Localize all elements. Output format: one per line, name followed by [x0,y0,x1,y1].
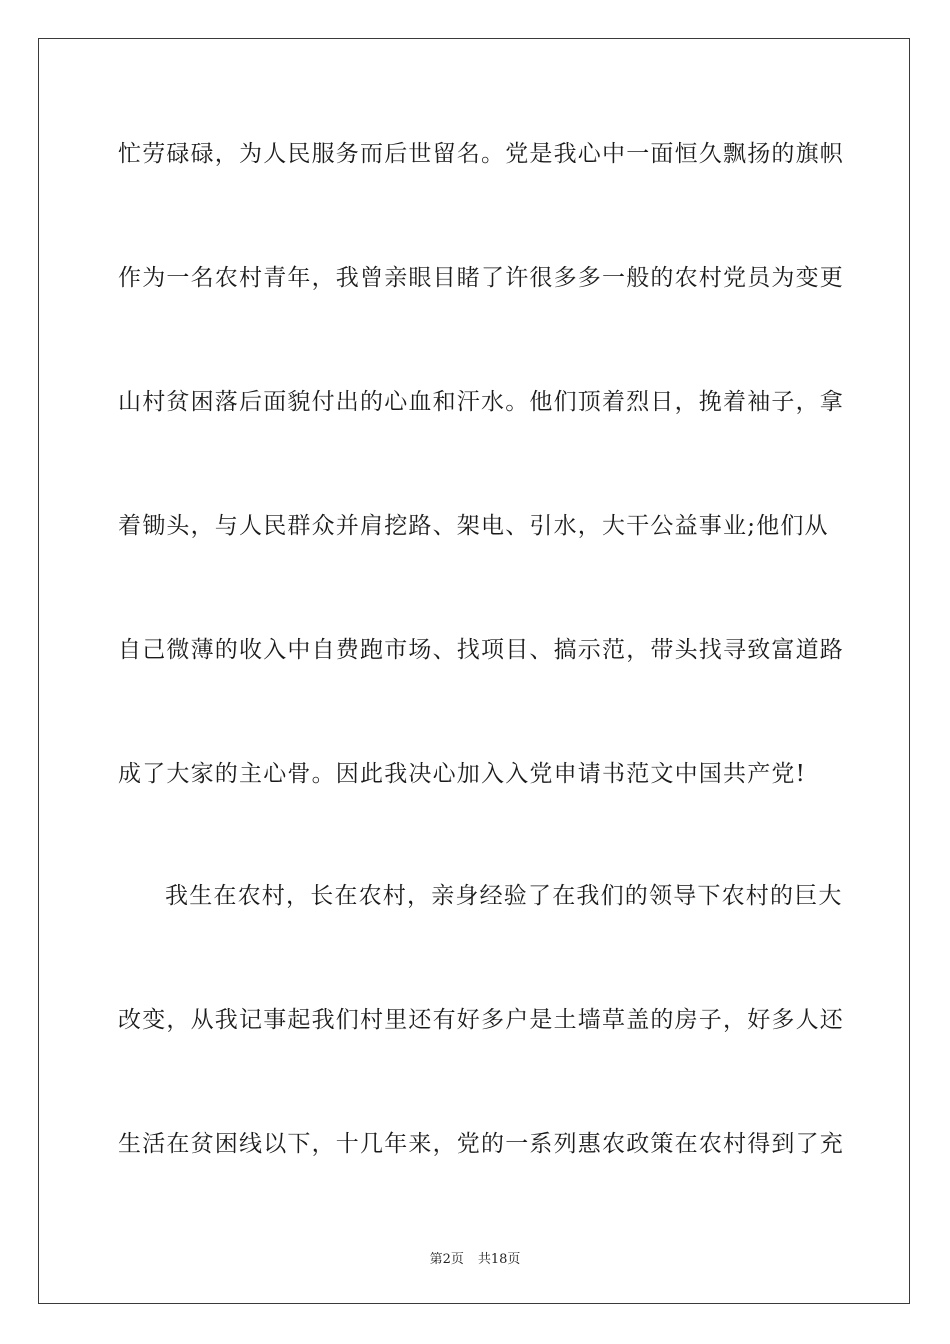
text-line-8: 改变，从我记事起我们村里还有好多户是土墙草盖的房子，好多人还 [118,1007,844,1033]
text-line-1: 忙劳碌碌，为人民服务而后世留名。党是我心中一面恒久飘扬的旗帜 [118,141,844,167]
text-line-6: 成了大家的主心骨。因此我决心加入入党申请书范文中国共产党! [118,761,807,787]
text-line-4: 着锄头，与人民群众并肩挖路、架电、引水，大干公益事业;他们从 [118,513,829,539]
page-footer [0,1248,950,1267]
text-line-2: 作为一名农村青年，我曾亲眼目睹了许很多多一般的农村党员为变更 [118,265,844,291]
text-line-3: 山村贫困落后面貌付出的心血和汗水。他们顶着烈日，挽着袖子，拿 [118,389,844,415]
total-pages: 共18页 [477,1252,521,1267]
text-line-9: 生活在贫困线以下，十几年来，党的一系列惠农政策在农村得到了充 [118,1131,844,1157]
page-number: 第2页 [429,1252,464,1267]
text-line-7-paragraph-start: 我生在农村，长在农村，亲身经验了在我们的领导下农村的巨大 [165,883,843,909]
text-line-5: 自己微薄的收入中自费跑市场、找项目、搞示范，带头找寻致富道路 [118,637,844,663]
page-border [38,38,910,1304]
